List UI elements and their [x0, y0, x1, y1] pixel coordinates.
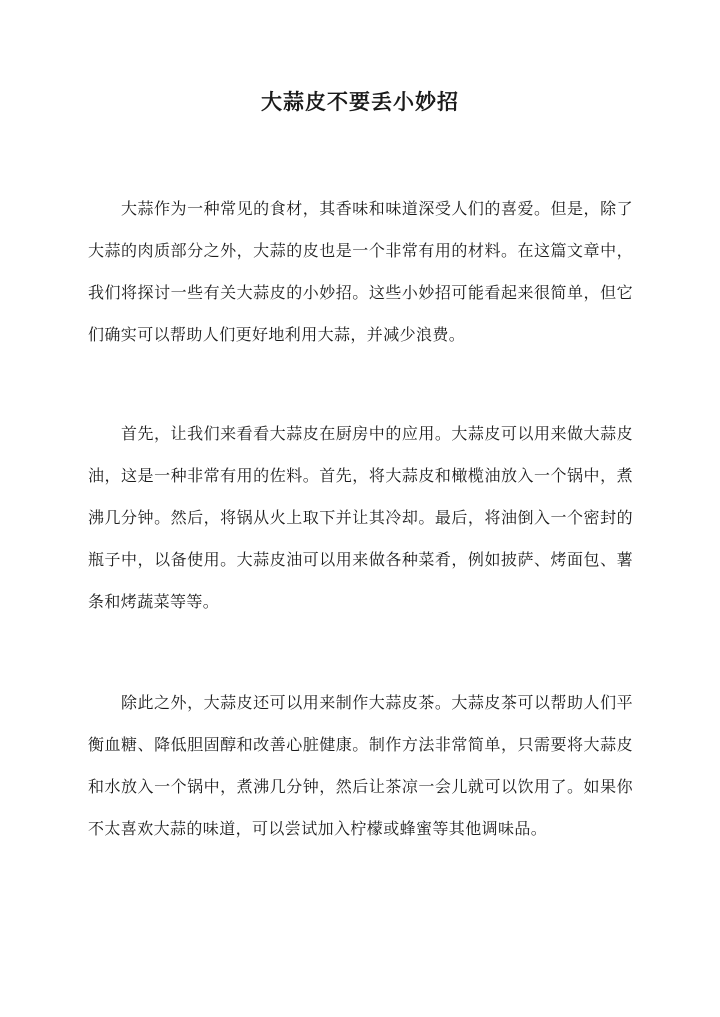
document-title: 大蒜皮不要丢小妙招: [261, 89, 459, 114]
paragraph-garlic-oil: 首先，让我们来看看大蒜皮在厨房中的应用。大蒜皮可以用来做大蒜皮油，这是一种非常有用的佐料。首先，将大蒜皮和橄榄油放入一个锅中，煮沸几分钟。然后，将锅从火上取下并让其冷却。最后，将油倒入一个密封的瓶子中，以备使用。大蒜皮油可以用来做各种菜肴，例如披萨、烤面包、薯条和烤蔬菜等等。: [88, 424, 633, 611]
paragraph-garlic-tea: 除此之外，大蒜皮还可以用来制作大蒜皮茶。大蒜皮茶可以帮助人们平衡血糖、降低胆固醇和改善心脏健康。制作方法非常简单，只需要将大蒜皮和水放入一个锅中，煮沸几分钟，然后让茶凉一会儿就可以饮用了。如果你不太喜欢大蒜的味道，可以尝试加入柠檬或蜂蜜等其他调味品。: [88, 693, 633, 838]
paragraph-intro: 大蒜作为一种常见的食材，其香味和味道深受人们的喜爱。但是，除了大蒜的肉质部分之外，大蒜的皮也是一个非常有用的材料。在这篇文章中，我们将探讨一些有关大蒜皮的小妙招。这些小妙招可能看起来很简单，但它们确实可以帮助人们更好地利用大蒜，并减少浪费。: [88, 199, 633, 344]
